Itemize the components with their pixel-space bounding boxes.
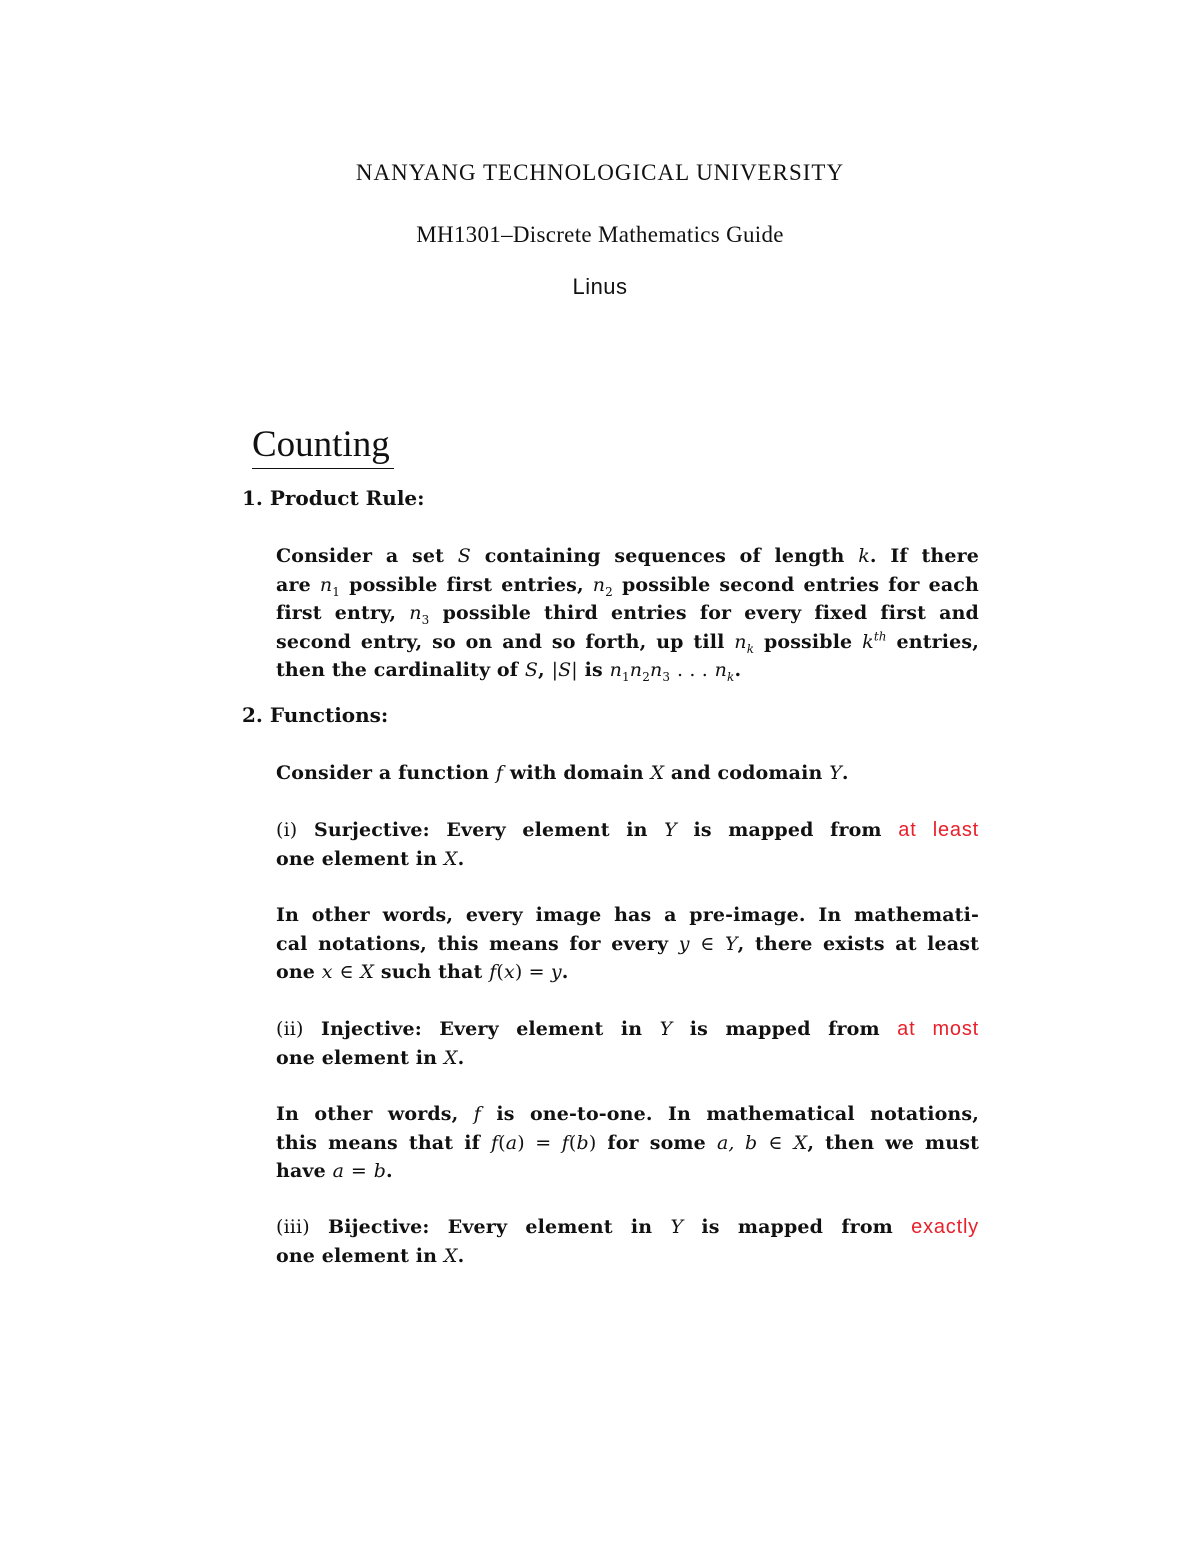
product-rule-paragraph: Consider a set S containing sequences of length k. If there are $n_1$ possible first entries, $n_2$ possible second entries for each first entry, $n_3$ possible third entries for every fixed first and second entry, so on and so forth, up till $n_k$ possible $k^{th}$ entries, then the cardinality of S, |S| is $n_1n_2n_3$ . . . $n_k$. bbox=[276, 545, 980, 684]
injective-explanation: In other words, f is one-to-one. In mathematical notations, this means that if f(a) = f(b) for some a, b ∈ X, then we must have a = b. bbox=[276, 1103, 980, 1182]
course-title: MH1301–Discrete Mathematics Guide bbox=[416, 222, 784, 247]
author-name: Linus bbox=[572, 274, 628, 299]
injective-definition: (ii) Injective: Every element in Y is mapped from at most one element in X. bbox=[276, 1018, 979, 1069]
section-title: Counting bbox=[252, 424, 394, 469]
surjective-highlight: at least bbox=[898, 819, 979, 841]
functions-heading: 2. Functions: bbox=[242, 703, 389, 727]
injective-highlight: at most bbox=[897, 1018, 979, 1040]
surjective-explanation: In other words, every image has a pre-image. In mathemati- cal notations, this means for every y ∈ Y, there exists at least one x ∈ X such that f(x) = y. bbox=[276, 904, 979, 983]
surjective-definition: (i) Surjective: Every element in Y is mapped from at least one element in X. bbox=[276, 819, 979, 870]
university-name: NANYANG TECHNOLOGICAL UNIVERSITY bbox=[355, 160, 845, 185]
functions-intro: Consider a function f with domain X and codomain Y. bbox=[276, 762, 849, 784]
product-rule-heading: 1. Product Rule: bbox=[242, 486, 425, 510]
bijective-definition: (iii) Bijective: Every element in Y is mapped from exactly one element in X. bbox=[276, 1216, 979, 1267]
bijective-highlight: exactly bbox=[911, 1216, 979, 1238]
